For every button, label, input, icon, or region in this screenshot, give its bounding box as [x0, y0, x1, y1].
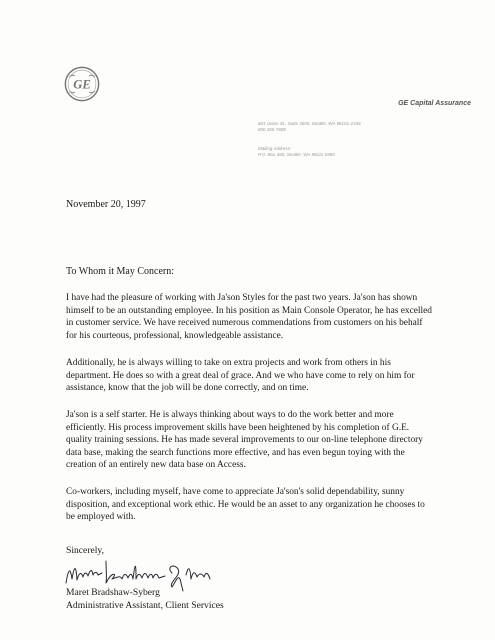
closing: Sincerely,	[66, 545, 105, 556]
signer-title: Administrative Assistant, Client Services	[66, 600, 224, 611]
salutation: To Whom it May Concern:	[66, 266, 174, 277]
body-paragraph: Additionally, he is always willing to take on extra projects and work from others in his department. He does so with a great deal of grace. And we who have come to rely on him for assistance, know that the job will be done correctly, and on time.	[66, 358, 415, 393]
mailing-line: P.O. Box 480, Seattle, WA 98111-0480	[258, 152, 335, 157]
body-paragraph: I have had the pleasure of working with Ja'son Styles for the past two years. Ja'son has shown himself to be an outstanding employee. In his position as Main Console Operator, he has excelled in customer service. We have received numerous commendations from customers on his behalf for his courteous, professional, knowledgeable assistance.	[66, 293, 432, 341]
phone-line: 800 265-7808	[258, 127, 286, 132]
logo-text: GE	[73, 77, 91, 92]
letter-date: November 20, 1997	[66, 199, 146, 210]
mailing-label: Mailing Address:	[258, 146, 292, 151]
mailing-address	[258, 146, 335, 158]
body-paragraph: Co-workers, including myself, have come to appreciate Ja'son's solid dependability, sunny disposition, and exceptional work ethic. He would be an asset to any organization he chooses to be employed with.	[66, 487, 425, 522]
street-address	[258, 121, 361, 133]
body-paragraph: Ja'son is a self starter. He is always thinking about ways to do the work better and more efficiently. His process improvement skills have been heightened by his completion of G.E. quality training sessions. He has made several improvements to our on-line telephone directory data base, making the search functions more effective, and has even begun toying with the creation of an entirely new data base on Access.	[66, 410, 423, 470]
ge-monogram-logo	[64, 66, 100, 102]
signer-name: Maret Bradshaw-Syberg	[66, 587, 160, 598]
company-name: GE Capital Assurance	[398, 100, 471, 107]
address-line: 601 Union St., Suite 3600, Seattle, WA 98101-2336	[258, 121, 361, 126]
